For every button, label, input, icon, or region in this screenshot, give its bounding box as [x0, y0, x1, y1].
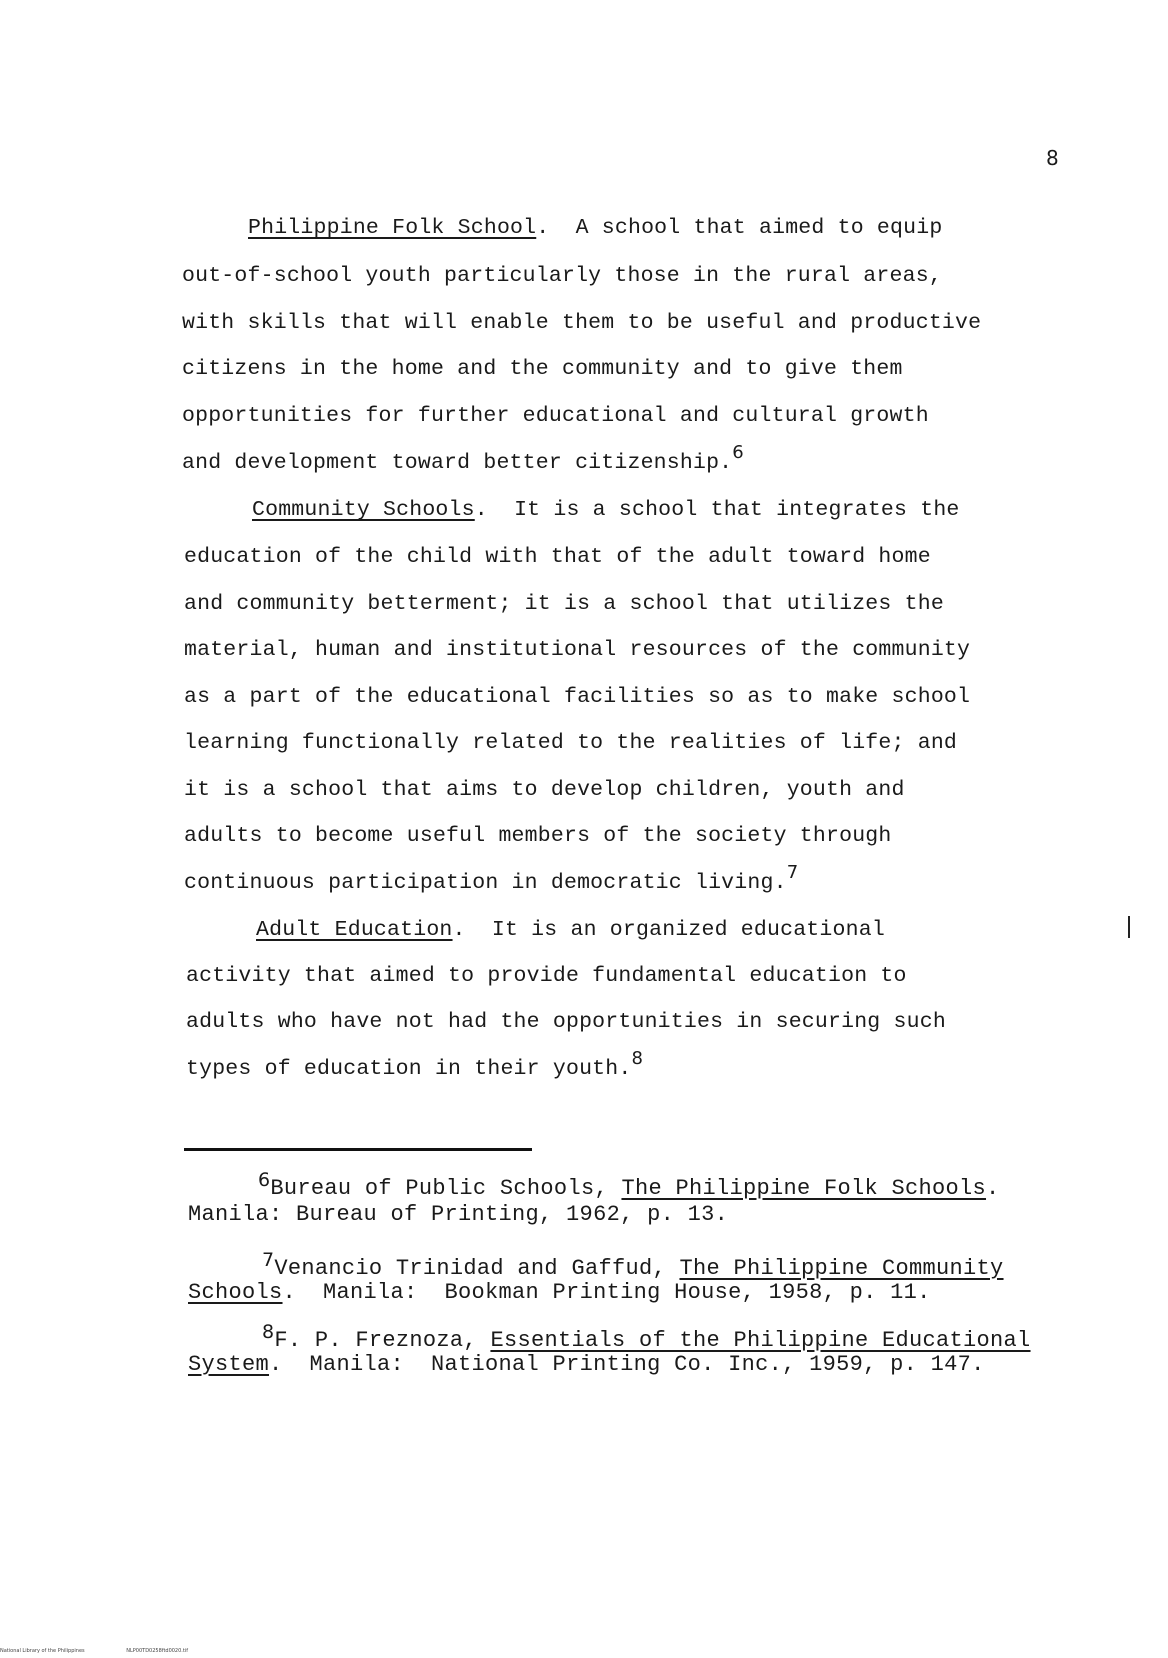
footnote-line: 8F. P. Freznoza, Essentials of the Philippine Educational: [262, 1321, 1031, 1353]
footnote-line: System. Manila: National Printing Co. Inc., 1959, p. 147.: [188, 1352, 985, 1377]
footnote-line: Manila: Bureau of Printing, 1962, p. 13.: [188, 1202, 729, 1227]
paragraph-line: learning functionally related to the realities of life; and: [184, 731, 958, 755]
term-heading: Community Schools: [252, 498, 475, 522]
citation-title: The Philippine Folk Schools: [621, 1176, 987, 1201]
citation-title: Essentials of the Philippine Educational: [490, 1328, 1031, 1353]
margin-mark: [1128, 916, 1130, 938]
paragraph-line: as a part of the educational facilities so as to make school: [184, 685, 971, 709]
paragraph-line: material, human and institutional resources of the community: [184, 638, 971, 662]
footnote-line: Schools. Manila: Bookman Printing House, 1958, p. 11.: [188, 1280, 931, 1305]
paragraph-line: continuous participation in democratic living.$^7$: [184, 862, 799, 895]
citation-title: System: [188, 1352, 270, 1377]
footnote-line: 6Bureau of Public Schools, The Philippine Folk Schools.: [258, 1169, 1000, 1201]
paragraph-line: types of education in their youth.$^8$: [186, 1048, 644, 1081]
footnote-separator: [184, 1148, 532, 1151]
paragraph-line: Adult Education. It is an organized educational: [256, 918, 885, 942]
scan-footer: [0, 1648, 228, 1654]
footnote-marker: 8: [631, 1048, 644, 1069]
citation-title: The Philippine Community: [679, 1256, 1004, 1281]
file-name: NLP00TD0258ftd0020.tif: [126, 1648, 188, 1654]
footnote-number: 8: [262, 1321, 275, 1343]
page-number: 8: [1046, 146, 1059, 170]
paragraph-line: adults to become useful members of the society through: [184, 824, 892, 848]
term-heading: Adult Education: [256, 918, 453, 942]
footnote-number: 6: [258, 1169, 271, 1191]
paragraph-line: Community Schools. It is a school that integrates the: [252, 498, 960, 522]
paragraph-line: it is a school that aims to develop children, youth and: [184, 778, 905, 802]
paragraph-line: and community betterment; it is a school that utilizes the: [184, 592, 944, 616]
footnote-marker: 6: [732, 442, 744, 463]
paragraph-line: citizens in the home and the community and to give them: [182, 357, 903, 381]
paragraph-line: out-of-school youth particularly those in the rural areas,: [182, 264, 942, 288]
term-heading: Philippine Folk School: [248, 216, 537, 240]
library-credit: National Library of the Philippines: [0, 1648, 85, 1654]
footnote-number: 7: [262, 1249, 275, 1271]
paragraph-line: and development toward better citizenship.$^6$: [182, 442, 744, 475]
footnote-line: 7Venancio Trinidad and Gaffud, The Philippine Community: [262, 1249, 1004, 1281]
citation-title: Schools: [188, 1280, 283, 1305]
paragraph-line: Philippine Folk School. A school that aimed to equip: [248, 216, 943, 240]
footnote-marker: 7: [786, 862, 799, 883]
paragraph-line: with skills that will enable them to be useful and productive: [182, 311, 982, 335]
paragraph-line: education of the child with that of the adult toward home: [184, 545, 931, 569]
paragraph-line: opportunities for further educational and cultural growth: [182, 404, 929, 428]
paragraph-line: activity that aimed to provide fundamental education to: [186, 964, 907, 988]
paragraph-line: adults who have not had the opportunities in securing such: [186, 1010, 946, 1034]
